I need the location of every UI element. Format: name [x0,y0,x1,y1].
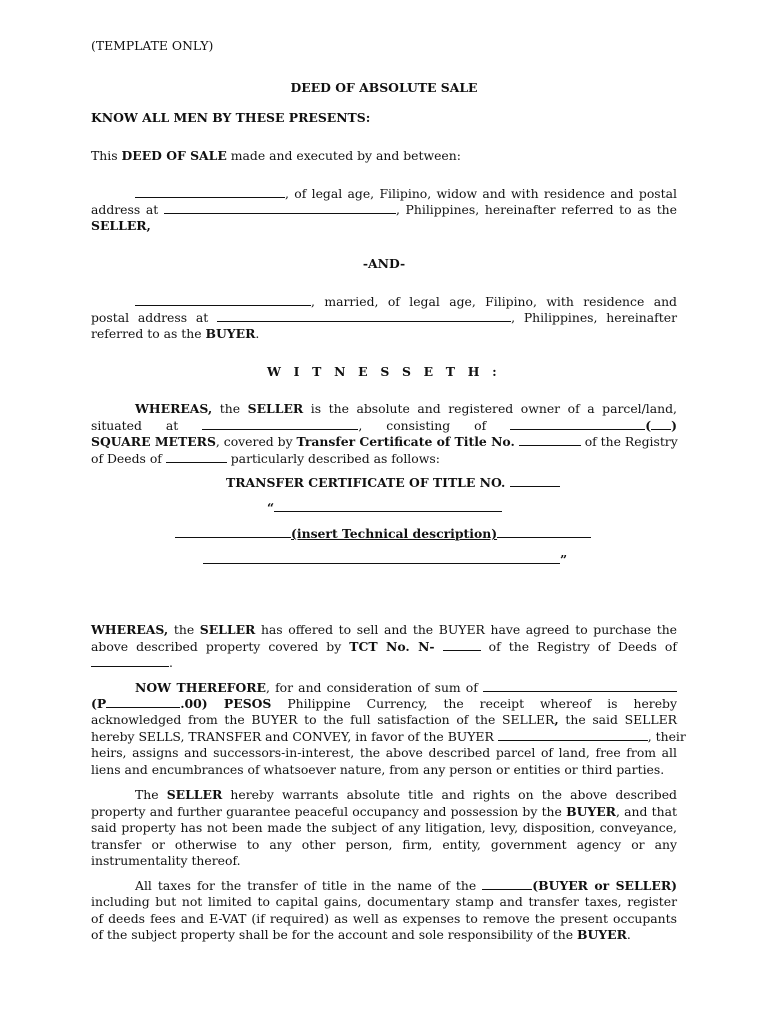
buyer-line-1: , married, of legal age, Filipino, with residence and [91,294,677,310]
area-number-blank[interactable] [651,418,671,430]
whereas1-line-4: of Deeds of particularly described as follows: [91,451,440,466]
whereas2-line-3: . [91,655,173,671]
warrant-line-3: said property has not been made the subject of any litigation, levy, disposition, conveyance, [91,820,677,835]
tech-desc-blank-4[interactable] [203,552,560,564]
tech-desc-label: (insert Technical description) [291,526,498,541]
tct-number-blank[interactable] [519,434,581,446]
registry-blank[interactable] [166,451,227,463]
registry-deeds-blank[interactable] [91,655,169,667]
tct-heading-blank[interactable] [510,475,560,487]
buyer-address-blank[interactable] [217,310,511,322]
seller-label: SELLER, [91,218,151,233]
intro-line: This DEED OF SALE made and executed by and between: [91,148,461,163]
seller-address-blank[interactable] [164,202,396,214]
taxes-line-2: including but not limited to capital gains, documentary stamp and transfer taxes, register [91,894,677,909]
whereas1-line-2: situated at , consisting of ( ) [91,418,677,433]
location-blank[interactable] [202,418,358,430]
tech-desc-blank-3[interactable] [497,526,591,538]
and-separator: -AND- [362,256,406,271]
taxes-line-1: All taxes for the transfer of title in the name of the (BUYER or SELLER) [135,878,677,893]
warrant-line-5: instrumentality thereof. [91,853,241,868]
warrant-line-4: transfer or otherwise to any other person, firm, entity, government agency or any [91,837,677,852]
whereas1-line-1: WHEREAS, the SELLER is the absolute and registered owner of a parcel/land, [135,401,677,416]
now-line-3: acknowledged from the BUYER to the full satisfaction of the SELLER, the said SELLER [91,712,677,727]
now-line-1: NOW THEREFORE, for and consideration of sum of [91,680,677,696]
seller-line-2: address at , Philippines, hereinafter referred to as the [91,202,677,217]
taxes-party-blank[interactable] [482,878,532,890]
tech-desc-line [175,526,591,542]
tct-n-blank[interactable] [443,639,481,651]
now-line-4: hereby SELLS, TRANSFER and CONVEY, in favor of the BUYER , their [91,729,686,744]
witnesseth-heading: W I T N E S S E T H : [267,364,501,379]
now-line-2: (P .00) PESOS Philippine Currency, the receipt whereof is hereby [91,696,677,711]
warrant-line-1: The SELLER hereby warrants absolute title and rights on the above described [135,787,677,802]
sum-words-blank[interactable] [483,680,677,692]
warrant-line-2: property and further guarantee peaceful occupancy and possession by the BUYER, and that [91,804,677,819]
sum-amount-blank[interactable] [106,696,180,708]
whereas2-line-2: above described property covered by TCT No. N- of the Registry of Deeds of [91,639,677,654]
quote-open-line: “ [267,500,502,516]
template-note: (TEMPLATE ONLY) [91,38,214,53]
whereas2-line-1: WHEREAS, the SELLER has offered to sell and the BUYER have agreed to purchase the [91,622,678,637]
taxes-line-4: of the subject property shall be for the account and sole responsibility of the BUYER. [91,927,631,942]
buyer-name-blank[interactable] [135,294,311,306]
buyer-line-3: referred to as the BUYER. [91,326,260,341]
tct-heading: TRANSFER CERTIFICATE OF TITLE NO. [226,475,560,491]
seller-name-blank[interactable] [135,186,285,198]
tech-desc-blank-2[interactable] [175,526,291,538]
taxes-line-3: of deeds fees and E-VAT (if required) as well as expenses to remove the present occupants [91,911,677,926]
document-title: DEED OF ABSOLUTE SALE [290,80,478,95]
quote-close-line: ” [203,552,567,568]
buyer-line-2: postal address at , Philippines, hereinafter [91,310,677,325]
know-all-heading: KNOW ALL MEN BY THESE PRESENTS: [91,110,371,125]
now-line-5: heirs, assigns and successors-in-interest, the above described parcel of land, free from all [91,745,677,760]
tech-desc-blank-1[interactable] [274,500,502,512]
area-words-blank[interactable] [510,418,645,430]
seller-line-1: , of legal age, Filipino, widow and with residence and postal [91,186,677,202]
buyer-favor-blank[interactable] [498,729,648,741]
now-line-6: liens and encumbrances of whatsoever nature, from any person or entities or third parties. [91,762,665,777]
whereas1-line-3: SQUARE METERS, covered by Transfer Certificate of Title No. of the Registry [91,434,678,449]
